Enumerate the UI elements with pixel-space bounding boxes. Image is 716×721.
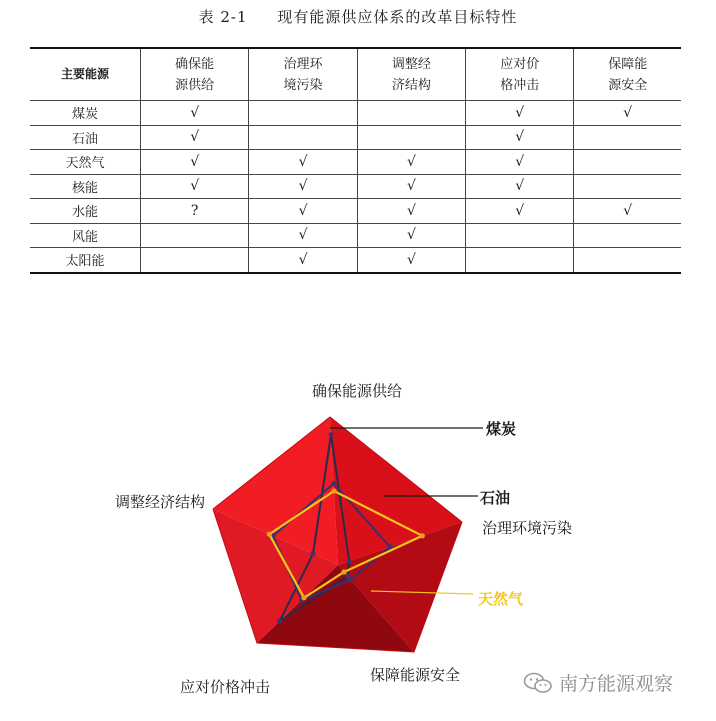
radar-point-oil-2 [348,577,353,582]
cell-mark: √ [466,101,574,126]
axis-label-price: 应对价格冲击 [179,678,271,696]
caption-number: 表 2-1 [198,8,248,26]
header-economy: 调整经 济结构 [357,48,465,101]
cell-mark: √ [466,125,574,150]
cell-mark: √ [466,150,574,175]
axis-label-economy: 调整经济结构 [114,493,206,511]
radar-point-gas-4 [267,532,272,537]
legend-label-coal: 煤炭 [486,420,517,438]
cell-mark: √ [249,248,357,273]
cell-mark: √ [357,174,465,199]
radar-point-coal-1 [347,559,352,564]
caption-title: 现有能源供应体系的改革目标特性 [277,8,518,26]
cell-mark: √ [249,150,357,175]
cell-mark: √ [574,199,681,224]
cell-mark: √ [141,150,249,175]
cell-mark: √ [466,199,574,224]
cell-mark: √ [574,101,681,126]
row-name: 太阳能 [30,248,141,273]
radar-point-oil-0 [331,481,336,486]
radar-point-coal-0 [328,432,333,437]
cell-mark: √ [249,223,357,248]
cell-mark: √ [249,174,357,199]
header-security: 保障能 源安全 [574,48,681,101]
cell-mark: √ [141,125,249,150]
radar-point-gas-3 [301,595,306,600]
axis-label-supply: 确保能源供给 [311,382,403,400]
row-name: 煤炭 [30,101,141,126]
cell-mark: √ [357,150,465,175]
axis-label-security: 保障能源安全 [369,666,461,684]
header-main-energy: 主要能源 [60,67,109,81]
cell-mark: √ [249,199,357,224]
cell-mark: √ [141,101,249,126]
wechat-icon [523,671,553,695]
row-name: 石油 [30,125,141,150]
row-name: 风能 [30,223,141,248]
radar-point-coal-3 [277,619,282,624]
axis-label-pollution: 治理环境污染 [482,519,573,537]
row-name: 天然气 [30,150,141,175]
cell-mark: √ [357,248,465,273]
cell-mark: √ [357,223,465,248]
watermark [523,669,673,696]
radar-point-gas-1 [420,533,425,538]
radar-point-gas-0 [331,488,336,493]
legend-label-oil: 石油 [480,489,511,507]
row-name: 核能 [30,174,141,199]
radar-point-coal-4 [310,551,315,556]
watermark-text: 南方能源观察 [559,673,674,695]
legend-label-gas: 天然气 [478,590,524,608]
radar-point-gas-2 [342,569,347,574]
cell-mark: √ [357,199,465,224]
cell-mark: √ [141,174,249,199]
header-price: 应对价 格冲击 [466,48,574,101]
row-name: 水能 [30,199,141,224]
header-pollution: 治理环 境污染 [249,48,357,101]
cell-mark: ? [141,199,249,224]
cell-mark: √ [466,174,574,199]
header-supply: 确保能 源供给 [141,48,249,101]
